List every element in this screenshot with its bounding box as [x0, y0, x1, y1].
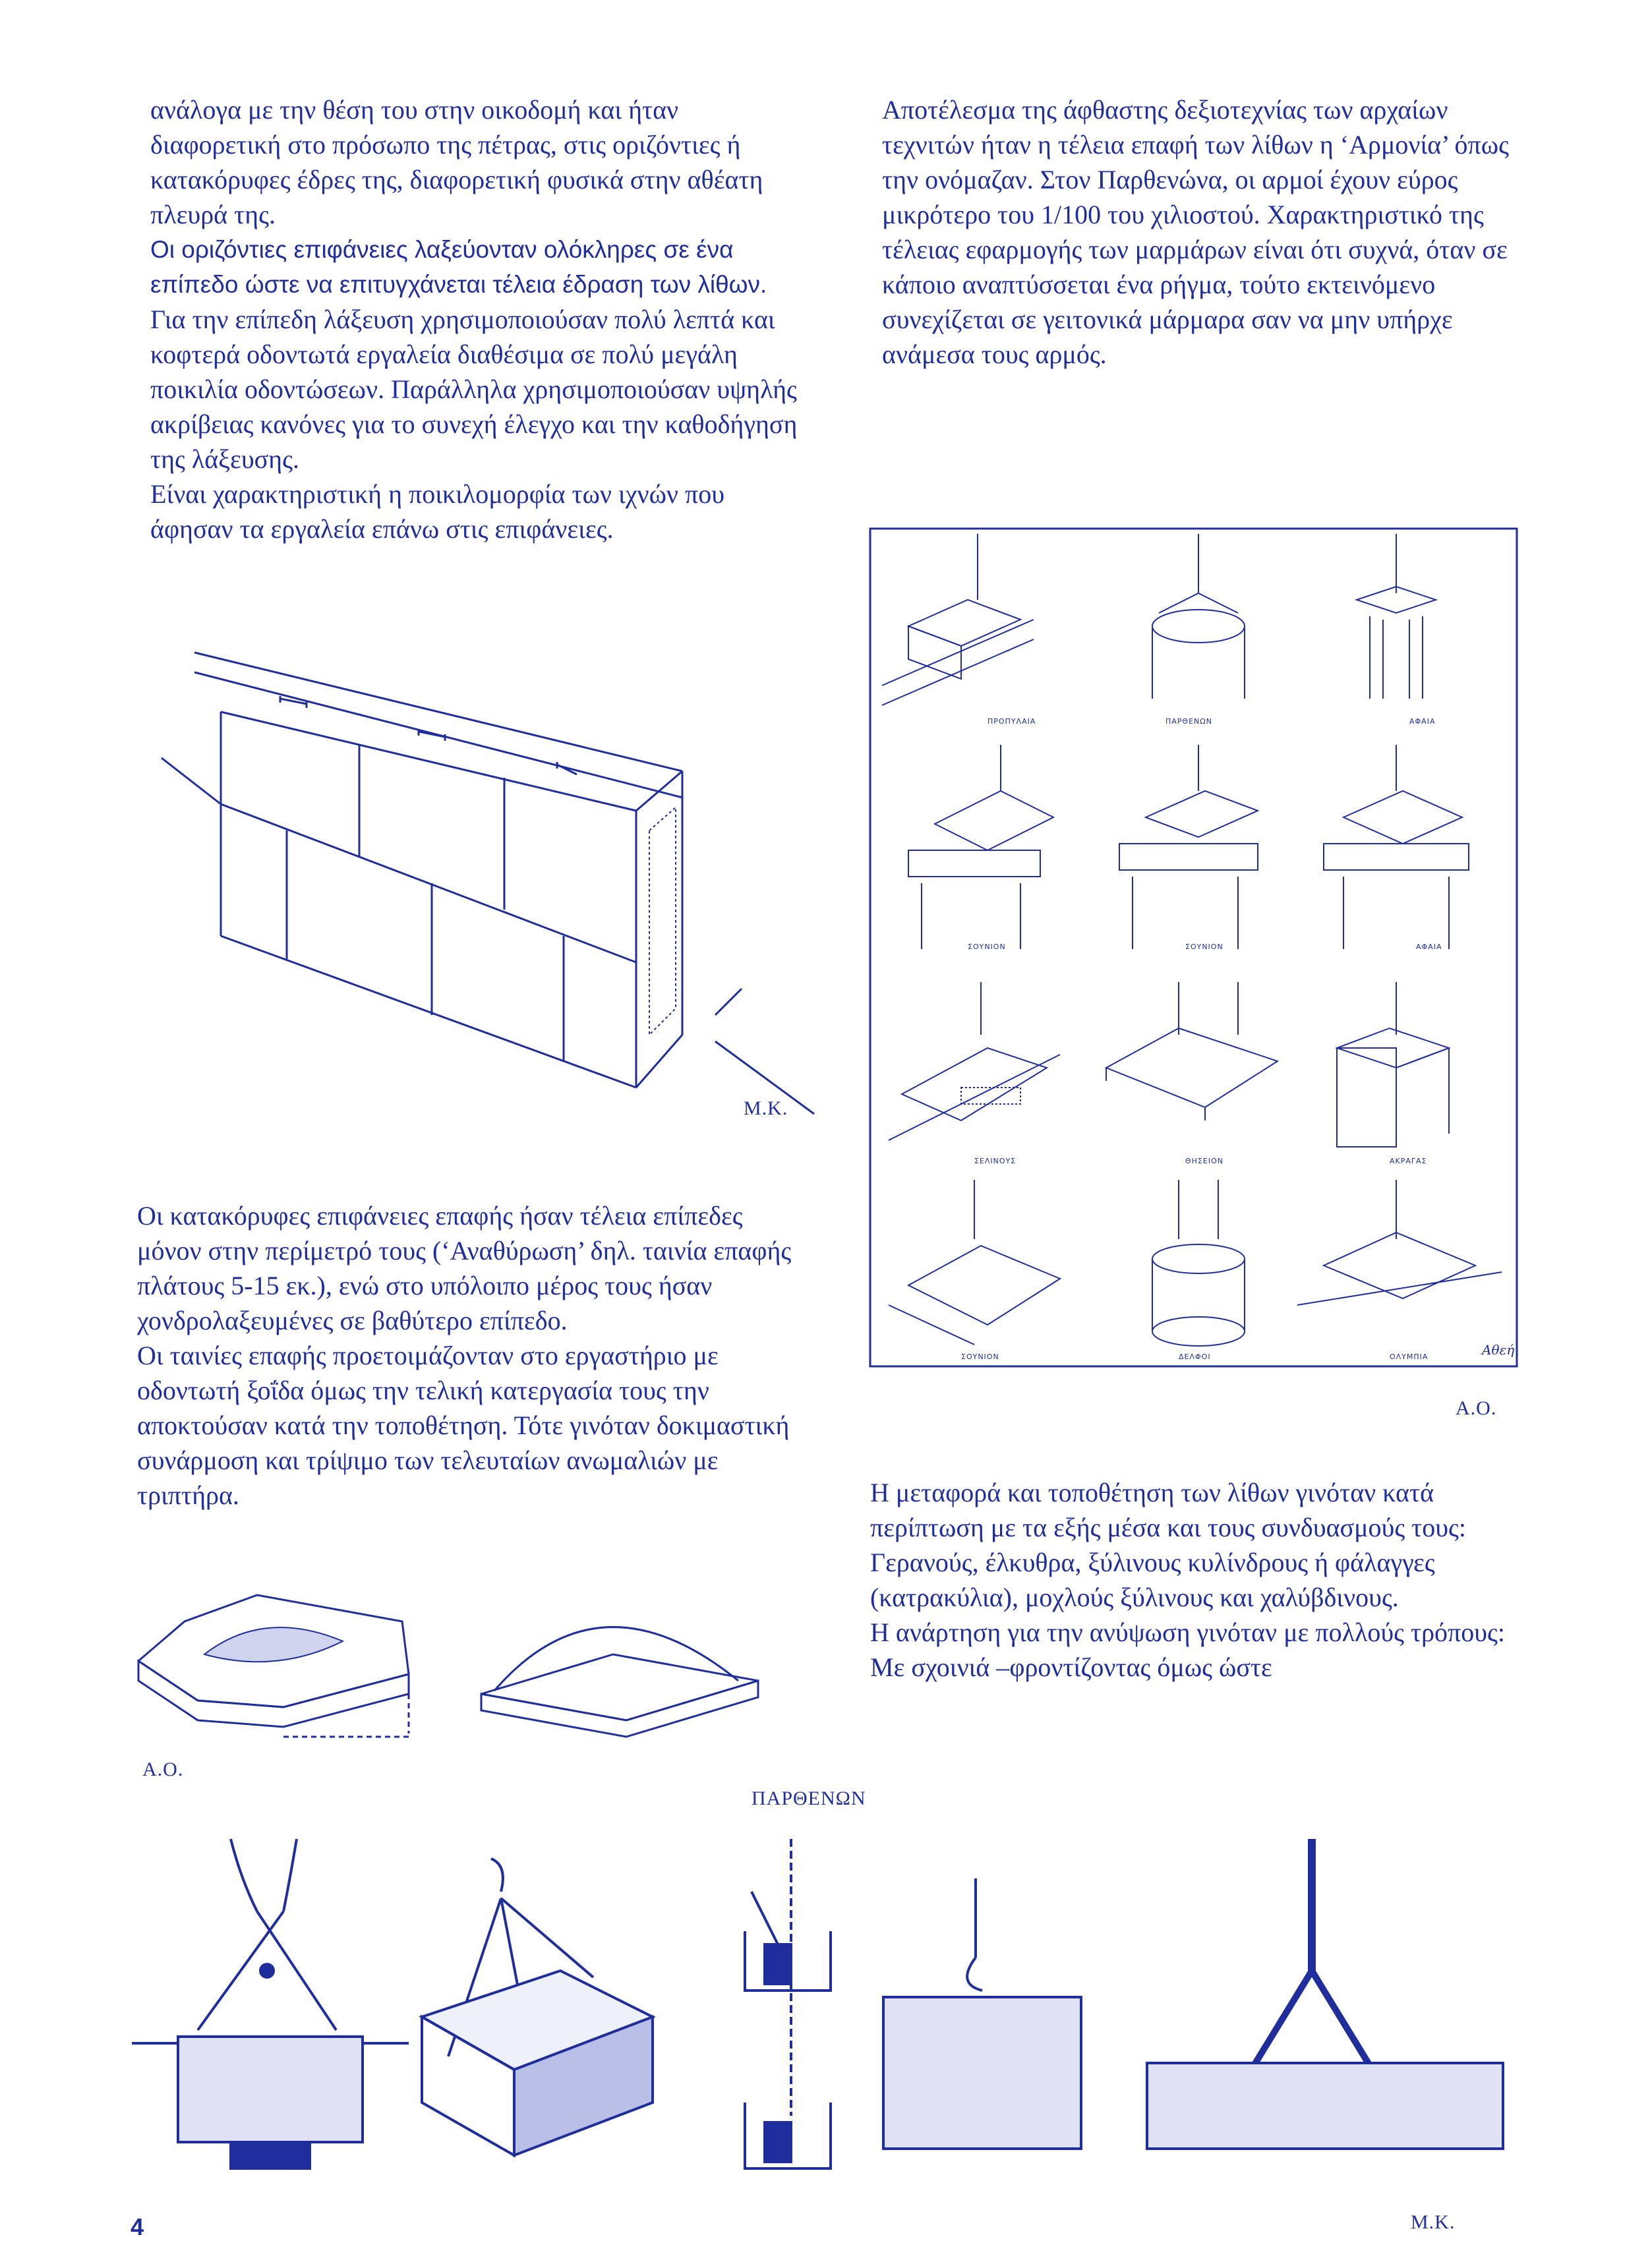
hook-figure [883, 1878, 1081, 2149]
paragraph: Η μεταφορά και τοποθέτηση των λίθων γινόταν κατά περίπτωση με τα εξής μέσα και τους συνδυασμούς τους: Γερανούς, έλκυθρα, ξύλινους κυλίνδρους ή φάλαγγες (κατρακύλια), μοχλούς ξύλινους και χαλύβδινους. [870, 1478, 1467, 1612]
parthenon-title: ΠΑΡΘΕΝΩΝ [751, 1788, 866, 1809]
grid-cell-akragas [1337, 982, 1449, 1147]
grid-cell-sounion-2 [1119, 745, 1258, 949]
grid-label: ΑΦΑΙΑ [1416, 943, 1442, 951]
right-text-bottom [870, 1475, 1523, 1685]
paragraph: Οι ταινίες επαφής προετοιμάζονταν στο εργαστήριο με οδοντωτή ξοΐδα όμως την τελική κατεργασία τους την αποκτούσαν κατά την τοποθέτηση. Τότε γινόταν δοκιμαστική συνάρμοση και τρίψιμο των τελευταίων ανωμαλιών με τριπτήρα. [137, 1341, 790, 1510]
grid-label: ΟΛΥΜΠΙΑ [1390, 1352, 1429, 1361]
rope-figure [1147, 1839, 1503, 2149]
blocks-credit: Α.Ο. [142, 1759, 184, 1780]
grid-cell-parthenon [1152, 534, 1245, 699]
tongs-figure [132, 1839, 409, 2168]
stone-blocks-drawing [125, 1582, 811, 1740]
grid-label: ΣΟΥΝΙΟΝ [1185, 943, 1223, 951]
paragraph: Οι οριζόντιες επιφάνειες λαξεύονταν ολόκληρες σε ένα επίπεδο ώστε να επιτυγχάνεται τέλεια έδραση των λίθων. [150, 236, 767, 298]
grid-label: ΘΗΣΕΙΟΝ [1185, 1157, 1223, 1165]
grid-label: ΠΑΡΘΕΝΩΝ [1165, 717, 1212, 726]
grid-label: ΣΟΥΝΙΟΝ [961, 1352, 999, 1361]
left-text-top [150, 92, 803, 546]
grid-cell-selinous [889, 982, 1060, 1140]
sling-block-figure [422, 1859, 653, 2155]
left-text-bottom [137, 1198, 803, 1513]
paragraph: ανάλογα με την θέση του στην οικοδομή και ήταν διαφορετική στο πρόσωπο της πέτρας, στις οριζόντιες ή κατακόρυφες έδρες της, διαφορετική φυσικά στην αθέατη πλευρά της. [150, 95, 763, 229]
chain-wedge-figure [745, 1839, 831, 2168]
grid-cell-sounion-1 [908, 745, 1053, 949]
grid-label: ΣΕΛΙΝΟΥΣ [974, 1157, 1017, 1165]
wall-drawing [148, 633, 821, 1120]
grid-label: ΣΟΥΝΙΟΝ [968, 943, 1006, 951]
grid-cell-delfoi [1152, 1180, 1245, 1346]
grid-cell-sounion-3 [889, 1180, 1060, 1345]
bottom-credit: Μ.Κ. [1411, 2211, 1456, 2233]
grid-label: ΠΡΟΠΥΛΑΙΑ [987, 717, 1036, 726]
grid-cell-theseion [1106, 982, 1278, 1120]
grid-label: ΑΦΑΙΑ [1409, 717, 1436, 726]
page-number: 4 [131, 2213, 144, 2240]
right-text-top [882, 92, 1521, 372]
grid-cell-propylaia [882, 534, 1034, 705]
paragraph: Η ανάρτηση για την ανύψωση γινόταν με πολλούς τρόπους: Με σχοινιά –φροντίζοντας όμως ώστε [870, 1617, 1505, 1682]
paragraph: Είναι χαρακτηριστική η ποικιλομορφία των ιχνών που άφησαν τα εργαλεία επάνω στις επιφάνειες. [150, 479, 724, 544]
paragraph: Οι κατακόρυφες επιφάνειες επαφής ήσαν τέλεια επίπεδες μόνον στην περίμετρό τους (‘Αναθύρωση’ δηλ. ταινία επαφής πλάτους 5-15 εκ.), ενώ στο υπόλοιπο μέρος τους ήσαν χονδρολαξευμένες σε βαθύτερο επίπεδο. [137, 1201, 792, 1335]
wall-credit: Μ.Κ. [744, 1097, 788, 1119]
grid-label: ΔΕΛΦΟΙ [1179, 1352, 1211, 1361]
grid-label: ΑΚΡΑΓΑΣ [1390, 1157, 1427, 1165]
paragraph: Για την επίπεδη λάξευση χρησιμοποιούσαν πολύ λεπτά και κοφτερά οδοντωτά εργαλεία διαθέσιμα σε πολύ μεγάλη ποικιλία οδοντώσεων. Παράλληλα χρησιμοποιούσαν υψηλής ακρίβειας κανόνες για το συνεχή έλεγχο και την καθοδήγηση της λάξευσης. [150, 305, 798, 474]
lifting-devices-drawing [132, 1839, 1536, 2182]
grid-cell-olympia [1297, 1180, 1502, 1305]
paragraph: Αποτέλεσμα της άφθαστης δεξιοτεχνίας των αρχαίων τεχνιτών ήταν η τέλεια επαφή των λίθων η ‘Αρμονία’ όπως την ονόμαζαν. Στον Παρθενώνα, οι αρμοί έχουν εύρος μικρότερο του 1/100 του χιλιοστού. Χαρακτηριστικό της τέλειας εφαρμογής των μαρμάρων είναι ότι συχνά, όταν σε κάποιο αναπτύσσεται ένα ρήγμα, τούτο εκτεινόμενο συνεχίζεται σε γειτονικά μάρμαρα σαν να μην υπήρχε ανάμεσα τους αρμός. [882, 95, 1509, 369]
lifting-methods-grid [869, 527, 1518, 1368]
grid-credit: Α.Ο. [1456, 1397, 1497, 1419]
grid-cell-afaia-1 [1357, 534, 1436, 699]
grid-cell-afaia-2 [1324, 745, 1469, 949]
grid-signature: Αθεή [1482, 1342, 1515, 1358]
